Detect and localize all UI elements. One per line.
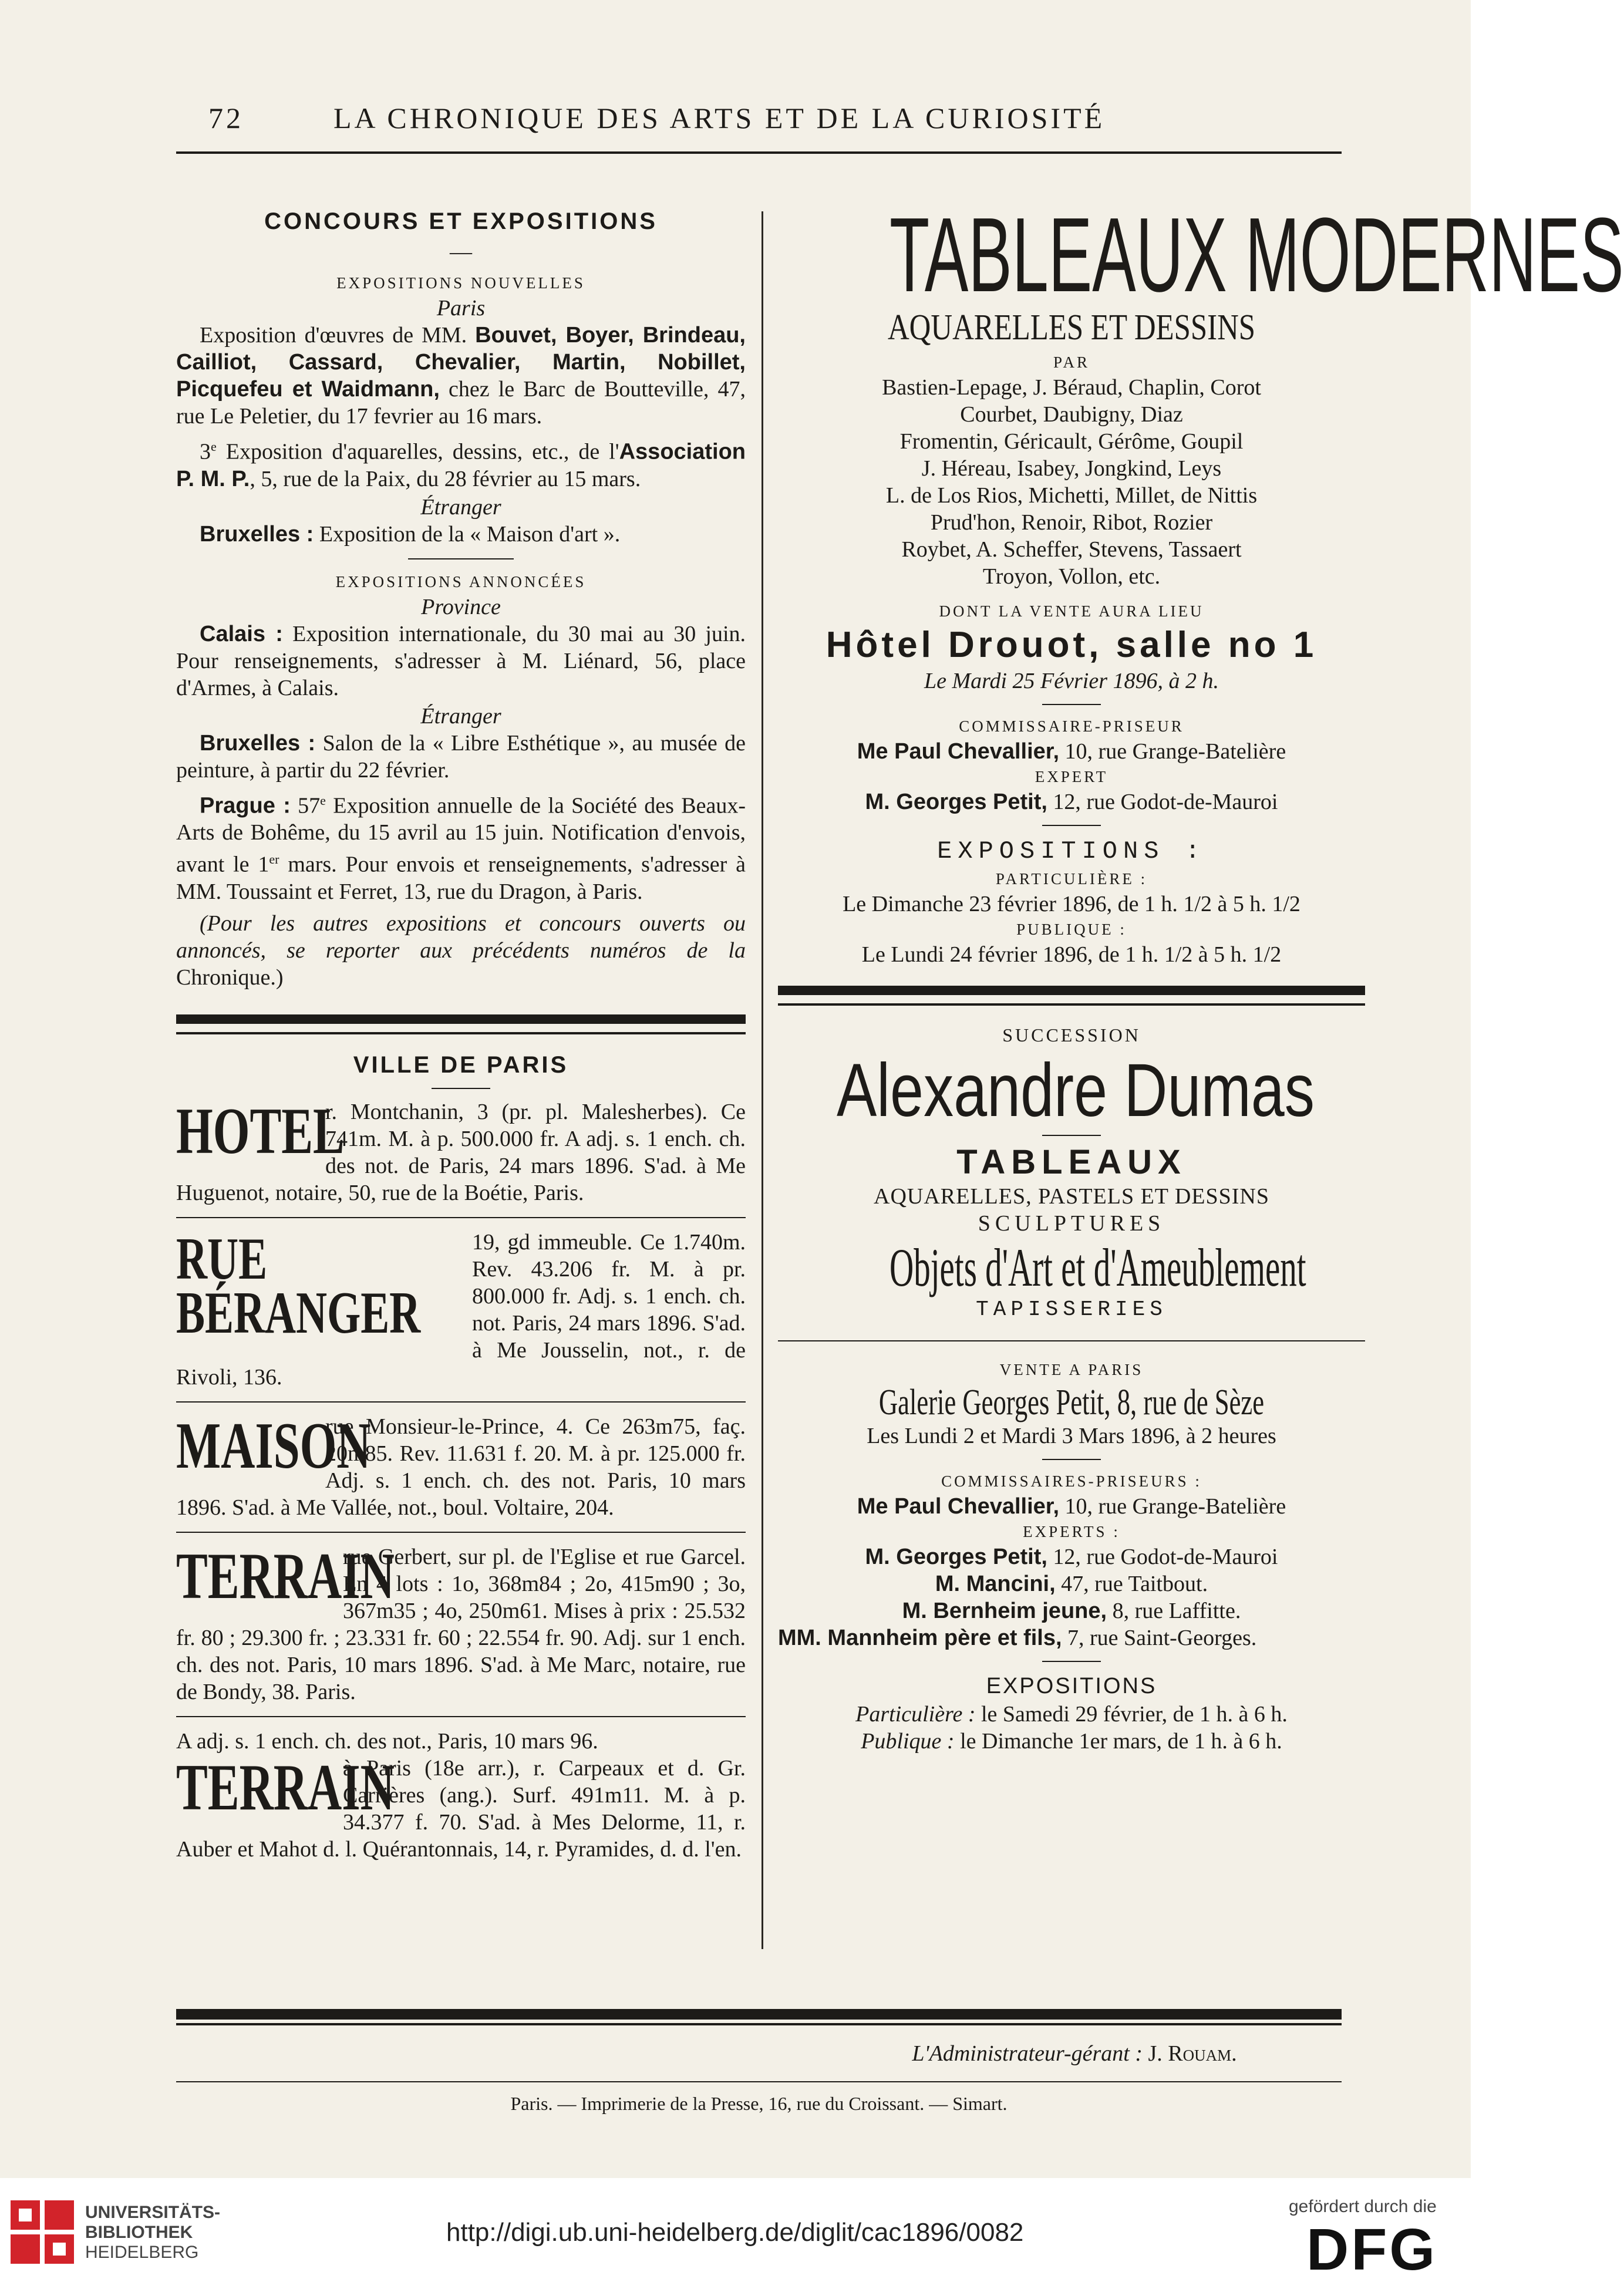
ad-text: r. Montchanin, 3 (pr. pl. Malesherbes). Ce 741m. M. à p. 500.000 fr. A adj. s. 1 ench. ch. des not. de Paris, 24 mars 1896. S'ad. à Me Huguenot, notaire, 50, rue de la Boétie, Paris. bbox=[176, 1099, 746, 1205]
thin-rule bbox=[778, 1003, 1365, 1006]
ad-title: TERRAIN bbox=[176, 1751, 395, 1824]
paragraph-5: Bruxelles : Salon de la « Libre Esthétique », au musée de peinture, à partir du 22 février. bbox=[176, 730, 746, 783]
paragraph-1: Exposition d'œuvres de MM. Bouvet, Boyer, Brindeau, Cailliot, Cassard, Chevalier, Martin, Nobillet, Picquefeu et Waidmann, chez le Barc de Boutteville, 47, rue Le Peletier, du 17 fevrier au 16 mars. bbox=[176, 323, 746, 429]
particuliere-2: Particulière : le Samedi 29 février, de 1 h. à 6 h. bbox=[855, 1702, 1288, 1727]
bottom-thick-rule bbox=[176, 2009, 1342, 2020]
administrator-line: L'Administrateur-gérant : J. Rouam. bbox=[912, 2041, 1237, 2066]
ad-maison bbox=[176, 1409, 746, 1521]
column-separator bbox=[762, 211, 763, 1949]
divider bbox=[1042, 1661, 1101, 1662]
thick-rule bbox=[778, 986, 1365, 995]
commissaire-label: COMMISSAIRE-PRISEUR bbox=[959, 717, 1184, 735]
bottom-thin-rule bbox=[176, 2023, 1342, 2025]
particuliere-date: Le Dimanche 23 février 1896, de 1 h. 1/2 à 5 h. 1/2 bbox=[843, 892, 1300, 916]
hotel-drouot: Hôtel Drouot, salle no 1 bbox=[826, 625, 1318, 665]
expositions-heading: EXPOSITIONS : bbox=[937, 837, 1206, 865]
succession-label: SUCCESSION bbox=[1002, 1024, 1141, 1046]
expert-line: M. Bernheim jeune, 8, rue Laffitte. bbox=[902, 1599, 1241, 1623]
par-label: PAR bbox=[1053, 353, 1090, 371]
tableaux-heading: TABLEAUX bbox=[956, 1143, 1187, 1181]
page-number: 72 bbox=[208, 102, 244, 134]
divider bbox=[176, 1401, 746, 1403]
subheading-new: EXPOSITIONS NOUVELLES bbox=[336, 274, 585, 292]
ad-text: 19, gd immeuble. Ce 1.740m. Rev. 43.206 fr. M. à pr. 800.000 fr. Adj. s. 1 ench. ch. not. Paris, 24 mars 1896. S'ad. à Me Jousselin, not., r. de Rivoli, 136. bbox=[176, 1229, 746, 1390]
expert-line: MM. Mannheim père et fils, 7, rue Saint-Georges. bbox=[778, 1626, 1257, 1650]
funding-label: gefördert durch die bbox=[1289, 2197, 1437, 2216]
expert: M. Georges Petit, 12, rue Godot-de-Mauroi bbox=[865, 790, 1278, 814]
divider bbox=[1042, 1459, 1101, 1460]
section-title: CONCOURS ET EXPOSITIONS bbox=[264, 208, 658, 234]
publique-date: Le Lundi 24 février 1896, de 1 h. 1/2 à 5 h. 1/2 bbox=[861, 942, 1282, 967]
experts-label: EXPERTS : bbox=[1023, 1523, 1120, 1540]
vente-paris-label: VENTE A PARIS bbox=[999, 1361, 1144, 1378]
ad-text: rue Gerbert, sur pl. de l'Eglise et rue Garcel. En 4 lots : 1o, 368m84 ; 2o, 415m90 ; 3o, 367m35 ; 4o, 250m61. Mises à prix : 25.532 fr. 80 ; 29.300 fr. ; 23.331 fr. 60 ; 22.554 fr. 90. Adj. sur 1 ench. ch. des not. Paris, 10 mars 1896. S'ad. à Me Marc, notaire, rue de Bondy, 38. Paris. bbox=[176, 1544, 746, 1704]
digitization-bar bbox=[0, 2178, 1471, 2289]
sculptures-line: SCULPTURES bbox=[978, 1211, 1165, 1236]
divider bbox=[1042, 825, 1101, 826]
dfg-logo: DFG bbox=[1306, 2217, 1438, 2283]
journal-title: LA CHRONIQUE DES ARTS ET DE LA CURIOSITÉ bbox=[333, 102, 1106, 134]
ad-main-title: TABLEAUX MODERNES bbox=[890, 196, 1624, 314]
library-name: UNIVERSITÄTS- BIBLIOTHEK HEIDELBERG bbox=[85, 2203, 221, 2262]
ad-terrain-1 bbox=[176, 1539, 746, 1705]
subheading-announced: EXPOSITIONS ANNONCÉES bbox=[335, 572, 587, 591]
commissaires-label: COMMISSAIRES-PRISEURS : bbox=[941, 1472, 1202, 1490]
dash: — bbox=[450, 240, 472, 264]
divider bbox=[176, 1716, 746, 1717]
artist-line: Prud'hon, Renoir, Ribot, Rozier bbox=[930, 510, 1213, 535]
artist-line: Bastien-Lepage, J. Béraud, Chaplin, Corot bbox=[882, 375, 1261, 400]
galerie-line: Galerie Georges Petit, 8, rue de Sèze bbox=[878, 1383, 1265, 1422]
expert-line: M. Georges Petit, 12, rue Godot-de-Mauroi bbox=[865, 1545, 1278, 1569]
ad-terrain-2 bbox=[176, 1728, 746, 1863]
artist-line: L. de Los Rios, Michetti, Millet, de Nittis bbox=[885, 483, 1258, 508]
ad-subtitle: AQUARELLES ET DESSINS bbox=[887, 308, 1256, 348]
expert-line: M. Mancini, 47, rue Taitbout. bbox=[935, 1572, 1208, 1596]
particuliere-label: PARTICULIÈRE : bbox=[995, 870, 1148, 888]
divider bbox=[1042, 704, 1101, 705]
paragraph-2: 3e Exposition d'aquarelles, dessins, etc., de l'Association P. M. P., 5, rue de la Paix, du 28 février au 15 mars. bbox=[176, 439, 746, 491]
subheading-province: Province bbox=[421, 594, 501, 619]
artist-line: Courbet, Daubigny, Diaz bbox=[960, 402, 1183, 427]
paragraph-3: Bruxelles : Exposition de la « Maison d'art ». bbox=[200, 521, 621, 547]
divider bbox=[408, 558, 514, 559]
publique-label: PUBLIQUE : bbox=[1016, 921, 1127, 938]
ad-text: rue Monsieur-le-Prince, 4. Ce 263m75, faç. 20m85. Rev. 11.631 f. 20. M. à pr. 125.000 fr. Adj. s. 1 ench. ch. des not. Paris, 10 mars 1896. S'ad. à Me Vallée, not., boul. Voltaire, 204. bbox=[176, 1414, 746, 1520]
subheading-paris: Paris bbox=[436, 296, 486, 321]
expert-label: EXPERT bbox=[1035, 768, 1109, 786]
tapisseries-line: TAPISSERIES bbox=[976, 1297, 1167, 1322]
dumas-title: Alexandre Dumas bbox=[837, 1049, 1315, 1132]
aquarelles-line: AQUARELLES, PASTELS ET DESSINS bbox=[874, 1184, 1269, 1209]
printer-line: Paris. — Imprimerie de la Presse, 16, rue du Croissant. — Simart. bbox=[510, 2093, 1008, 2114]
divider bbox=[176, 1532, 746, 1533]
artist-line: Troyon, Vollon, etc. bbox=[982, 564, 1161, 589]
ville-heading: VILLE DE PARIS bbox=[353, 1051, 569, 1078]
ad-intro: A adj. s. 1 ench. ch. des not., Paris, 10 mars 96. bbox=[176, 1728, 598, 1754]
ad-title: RUE BÉRANGER bbox=[176, 1225, 421, 1346]
paragraph-4: Calais : Exposition internationale, du 30 mai au 30 juin. Pour renseignements, s'adresser à M. Liénard, 56, place d'Armes, à Calais. bbox=[176, 621, 746, 700]
ad-rue-beranger bbox=[176, 1225, 746, 1391]
subheading-etranger: Étranger bbox=[420, 494, 501, 520]
publique-2: Publique : le Dimanche 1er mars, de 1 h. à 6 h. bbox=[861, 1729, 1282, 1754]
artist-line: J. Héreau, Isabey, Jongkind, Leys bbox=[921, 456, 1222, 481]
thin-rule bbox=[176, 1032, 746, 1034]
left-column bbox=[176, 203, 746, 1863]
ad-hotel bbox=[176, 1094, 746, 1206]
source-url-link[interactable]: http://digi.ub.uni-heidelberg.de/diglit/cac1896/0082 bbox=[446, 2218, 1024, 2247]
paragraph-7: (Pour les autres expositions et concours ouverts ou annoncés, se reporter aux précédents numéros de la Chronique.) bbox=[176, 911, 746, 990]
expositions-heading-2: EXPOSITIONS bbox=[986, 1674, 1157, 1698]
ad-title: TERRAIN bbox=[176, 1539, 395, 1613]
ad-title: HOTEL bbox=[176, 1094, 345, 1168]
divider bbox=[176, 1217, 746, 1218]
divider bbox=[778, 1340, 1365, 1341]
sale-date: Le Mardi 25 Février 1896, à 2 h. bbox=[924, 669, 1219, 693]
divider bbox=[1042, 1135, 1101, 1136]
paragraph-6: Prague : 57e Exposition annuelle de la Société des Beaux-Arts de Bohême, du 15 avril au 15 juin. Notification d'envois, avant le 1er mars. Pour envois et renseignements, s'adresser à MM. Toussaint et Ferret, 13, rue du Dragon, à Paris. bbox=[176, 793, 746, 904]
sale-dates: Les Lundi 2 et Mardi 3 Mars 1896, à 2 heures bbox=[867, 1424, 1276, 1448]
subheading-etranger-2: Étranger bbox=[420, 703, 501, 729]
footer-rule bbox=[176, 2081, 1342, 2082]
artist-line: Roybet, A. Scheffer, Stevens, Tassaert bbox=[901, 537, 1242, 562]
header-rule bbox=[176, 151, 1342, 154]
right-column bbox=[778, 196, 1624, 1755]
commissaire: Me Paul Chevallier, 10, rue Grange-Batelière bbox=[857, 739, 1286, 764]
vente-label: DONT LA VENTE AURA LIEU bbox=[939, 602, 1204, 620]
artist-line: Fromentin, Géricault, Gérôme, Goupil bbox=[899, 429, 1244, 454]
ad-text: à Paris (18e arr.), r. Carpeaux et d. Gr. Carrières (ang.). Surf. 491m11. M. à p. 34.377 f. 70. S'ad. à Mes Delorme, 11, r. Auber et Mahot d. l. Quérantonnais, 14, r. Pyramides, d. d. l'en. bbox=[176, 1755, 746, 1862]
library-logo-icon bbox=[11, 2200, 76, 2266]
objets-title: Objets d'Art et d'Ameublement bbox=[890, 1238, 1306, 1297]
commissaire: Me Paul Chevallier, 10, rue Grange-Batelière bbox=[857, 1494, 1286, 1519]
ad-title: MAISON bbox=[176, 1409, 371, 1482]
divider bbox=[432, 1088, 490, 1089]
thick-rule bbox=[176, 1014, 746, 1024]
